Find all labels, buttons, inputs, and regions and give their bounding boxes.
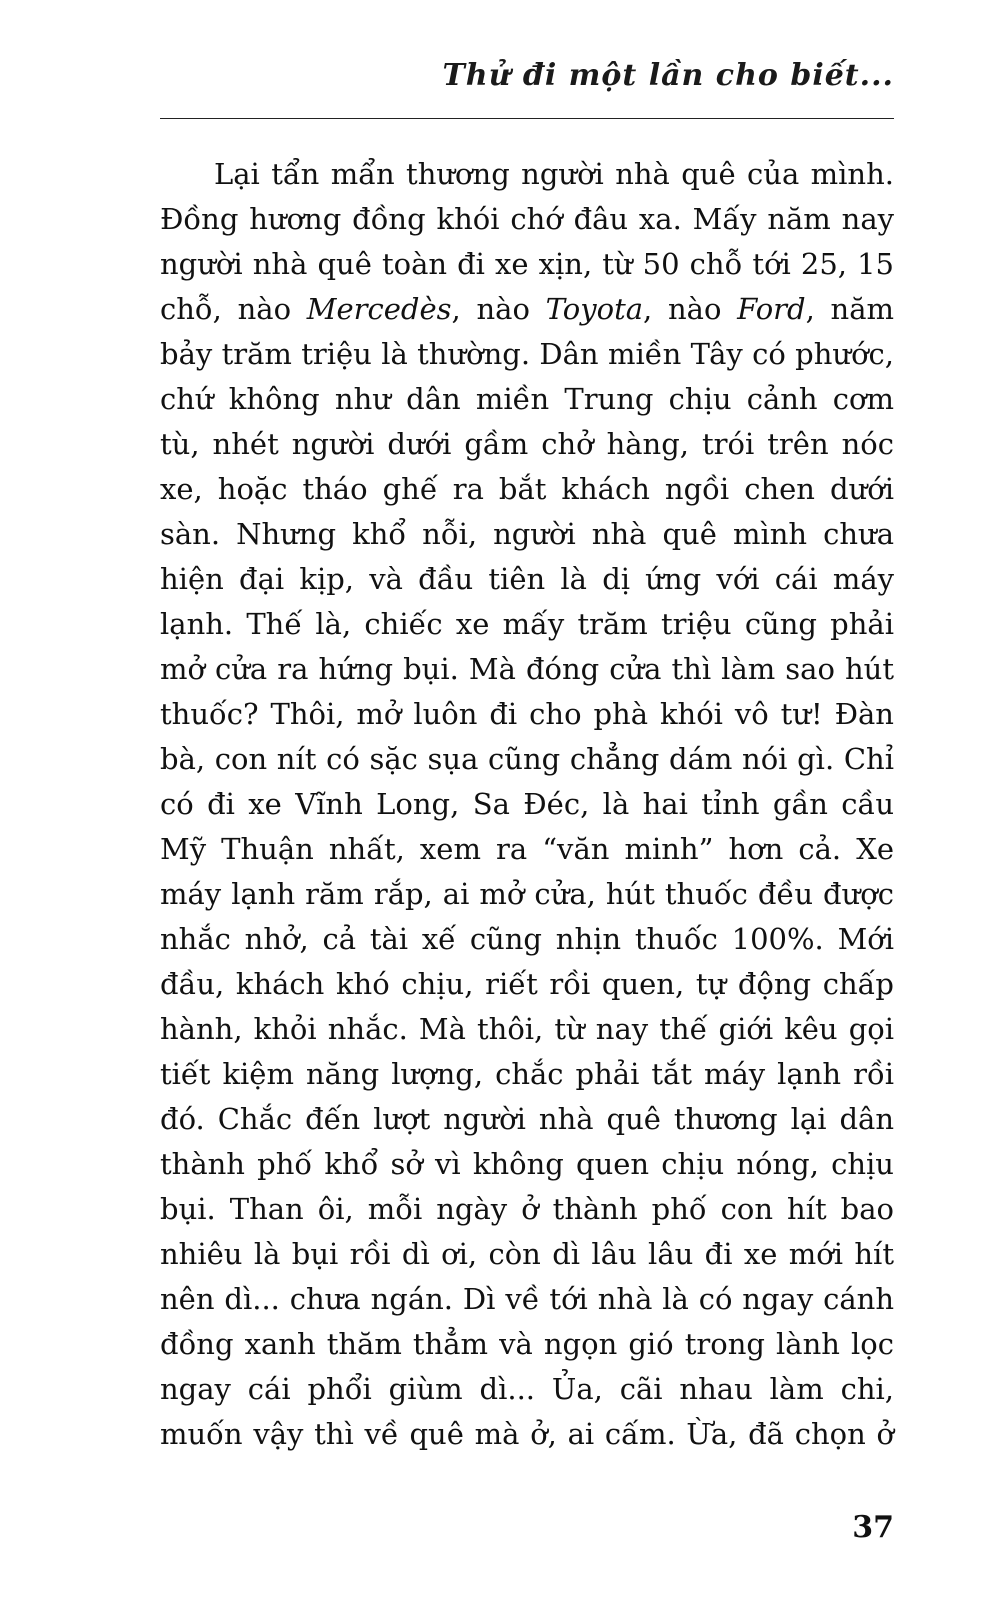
text-line: hành, khỏi nhắc. Mà thôi, từ nay thế giới kêu gọi — [160, 1012, 894, 1046]
text-line: lạnh. Thế là, chiếc xe mấy trăm triệu cũng phải — [160, 607, 894, 641]
text-line: mở cửa ra hứng bụi. Mà đóng cửa thì làm sao hút — [160, 652, 894, 686]
header-divider — [160, 118, 894, 119]
text-line: Lại tẩn mẩn thương người nhà quê của mình. — [214, 157, 894, 191]
text-line: thành phố khổ sở vì không quen chịu nóng, chịu — [160, 1147, 894, 1181]
text-line: bảy trăm triệu là thường. Dân miền Tây có phước, — [160, 337, 894, 371]
text-segment: , năm — [805, 292, 895, 326]
text-line: ngay cái phổi giùm dì... Ủa, cãi nhau làm chi, — [160, 1372, 894, 1406]
body-paragraph — [160, 152, 894, 1457]
text-line: Đồng hương đồng khói chớ đâu xa. Mấy năm nay — [160, 202, 894, 236]
text-line: thuốc? Thôi, mở luôn đi cho phà khói vô tư! Đàn — [160, 697, 894, 731]
text-line: muốn vậy thì về quê mà ở, ai cấm. Ừa, đã chọn ở — [160, 1417, 894, 1451]
text-line: chứ không như dân miền Trung chịu cảnh cơm — [160, 382, 894, 416]
text-line: bà, con nít có sặc sụa cũng chẳng dám nói gì. Chỉ — [160, 742, 894, 776]
text-line: người nhà quê toàn đi xe xịn, từ 50 chỗ tới 25, 15 — [160, 247, 894, 281]
text-line: đầu, khách khó chịu, riết rồi quen, tự động chấp — [160, 967, 894, 1001]
page-number: 37 — [852, 1510, 894, 1545]
italic-term: Toyota — [545, 292, 644, 326]
text-segment: , nào — [451, 292, 546, 326]
text-line: đó. Chắc đến lượt người nhà quê thương lại dân — [160, 1102, 894, 1136]
text-line: có đi xe Vĩnh Long, Sa Đéc, là hai tỉnh gần cầu — [160, 787, 894, 821]
italic-term: Mercedès — [306, 292, 452, 326]
text-line: nhắc nhở, cả tài xế cũng nhịn thuốc 100%. Mới — [160, 922, 894, 956]
text-line: tiết kiệm năng lượng, chắc phải tắt máy lạnh rồi — [160, 1057, 894, 1091]
italic-term: Ford — [737, 292, 806, 326]
text-line — [160, 287, 894, 332]
text-line: nên dì... chưa ngán. Dì về tới nhà là có ngay cánh — [160, 1282, 894, 1316]
text-line: bụi. Than ôi, mỗi ngày ở thành phố con hít bao — [160, 1192, 894, 1226]
text-segment: , nào — [643, 292, 738, 326]
text-line: tù, nhét người dưới gầm chở hàng, trói trên nóc — [160, 427, 894, 461]
text-line: hiện đại kịp, và đầu tiên là dị ứng với cái máy — [160, 562, 894, 596]
text-line: sàn. Nhưng khổ nỗi, người nhà quê mình chưa — [160, 517, 894, 551]
text-line: Mỹ Thuận nhất, xem ra “văn minh” hơn cả. Xe — [160, 832, 894, 866]
text-segment: chỗ, nào — [160, 292, 307, 326]
text-line: máy lạnh răm rắp, ai mở cửa, hút thuốc đều được — [160, 877, 894, 911]
text-line: nhiêu là bụi rồi dì ơi, còn dì lâu lâu đi xe mới hít — [160, 1237, 894, 1271]
running-header: Thử đi một lần cho biết... — [442, 58, 894, 93]
text-line: đồng xanh thăm thẳm và ngọn gió trong lành lọc — [160, 1327, 894, 1361]
text-line: xe, hoặc tháo ghế ra bắt khách ngồi chen dưới — [160, 472, 894, 506]
